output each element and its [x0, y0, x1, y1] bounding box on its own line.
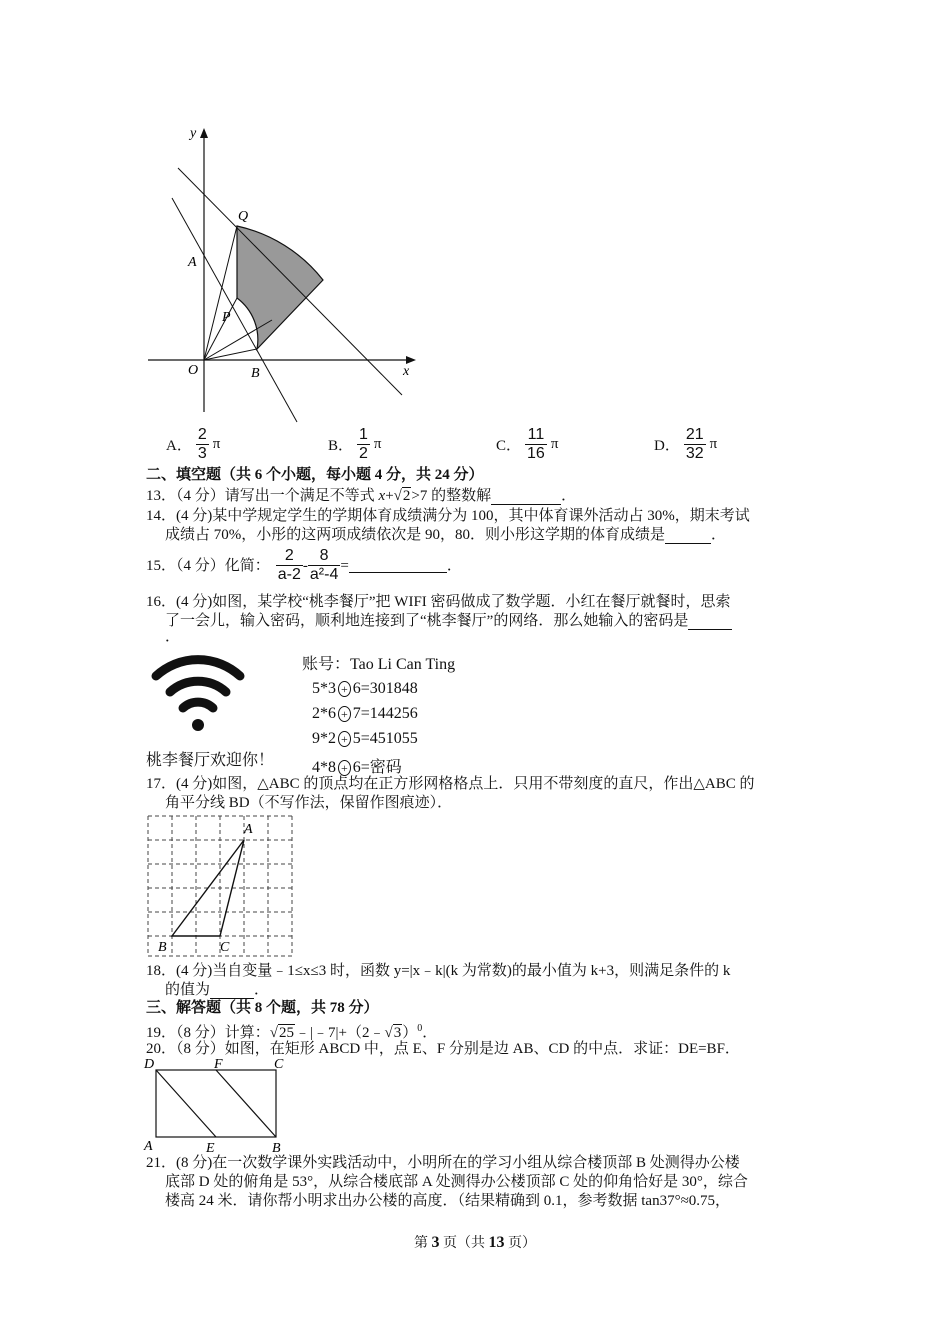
question-18-line1: 18．(4 分)当自变量﹣1≤x≤3 时，函数 y=|x﹣k|(k 为常数)的最小值为 k+3，则满足条件的 k	[146, 963, 731, 979]
label-y: y	[190, 126, 197, 141]
label-A: A	[188, 255, 197, 270]
q12-figure	[140, 120, 430, 425]
circled-plus-icon: +	[338, 706, 351, 722]
rect-label-E: E	[206, 1141, 215, 1153]
question-18-line2: 的值为 ．	[165, 982, 270, 998]
grid-label-A: A	[244, 822, 253, 837]
label-P: P	[222, 310, 231, 325]
question-20: 20．（8 分）如图，在矩形 ABCD 中，点 E、F 分别是边 AB、CD 的中点．求证：DE=BF．	[146, 1041, 740, 1057]
label-B: B	[251, 366, 260, 381]
question-21-line3: 楼高 24 米．请你帮小明求出办公楼的高度．（结果精确到 0.1，参考数据 tan37°≈0.75，	[165, 1193, 731, 1209]
question-19: 19．（8 分）计算：√25﹣|﹣7|+（2﹣√3）$^0$．	[146, 1023, 438, 1041]
option-a: A． $\frac{2}{3}$ π	[166, 426, 221, 462]
fraction-8-over-a2-4: $\frac{8}{\text{a²-4}}$	[309, 547, 339, 583]
q17-grid-figure	[144, 813, 296, 959]
wifi-eq-1: 5*3 + 6=301848	[312, 680, 418, 697]
label-x: x	[403, 364, 410, 379]
question-14-line2: 成绩占 70%，小彤的这两项成绩依次是 90，80．则小彤这学期的体育成绩是 ．	[165, 527, 727, 543]
section2-title: 二、填空题（共 6 个小题，每小题 4 分，共 24 分）	[146, 467, 484, 483]
question-16-line1: 16．(4 分)如图，某学校“桃李餐厅”把 WIFI 密码做成了数学题．小红在餐厅就餐时，思索	[146, 594, 731, 610]
rect-label-B: B	[272, 1141, 281, 1153]
wifi-account: 账号：Tao Li Can Ting	[302, 656, 456, 673]
question-14-line1: 14．(4 分)某中学规定学生的学期体育成绩满分为 100，其中体育课外活动占 30%，期末考试	[146, 508, 750, 524]
answer-blank-13[interactable]	[491, 504, 561, 505]
option-d-fraction: $\frac{21}{32}$	[685, 426, 704, 462]
answer-blank-14[interactable]	[665, 543, 711, 544]
label-Q: Q	[238, 209, 249, 224]
wifi-eq-2: 2*6 + 7=144256	[312, 705, 418, 722]
question-21-line2: 底部 D 处的俯角是 53°，从综合楼底部 A 处测得办公楼顶部 C 处的仰角恰好是 30°，综合	[165, 1174, 748, 1190]
circled-plus-icon: +	[338, 731, 351, 747]
question-15: 15．（4 分）化简： $\frac{2}{a-2}$ - $\frac{8}{\text{a²-4}}$ = ．	[146, 547, 462, 583]
question-16-line2: 了一会儿，输入密码，顺利地连接到了“桃李餐厅”的网络．那么她输入的密码是	[165, 612, 732, 630]
rect-label-A: A	[144, 1139, 153, 1153]
q20-rectangle-figure	[140, 1055, 290, 1153]
section3-title: 三、解答题（共 8 个题，共 78 分）	[146, 1000, 379, 1016]
option-a-fraction: $\frac{2}{3}$	[197, 426, 207, 462]
option-c: C． $\frac{11}{16}$ π	[496, 426, 559, 462]
fraction-2-over-a-2: $\frac{2}{a-2}$	[277, 547, 301, 583]
option-d: D． $\frac{21}{32}$ π	[654, 426, 718, 462]
question-13: 13．（4 分）请写出一个满足不等式 x+√2>7 的整数解 ．	[146, 488, 577, 504]
rect-label-D: D	[144, 1057, 155, 1072]
grid-label-B: B	[158, 940, 167, 955]
rect-label-C: C	[274, 1057, 284, 1072]
circled-plus-icon: +	[338, 681, 351, 697]
option-b: B． $\frac{1}{2}$ π	[328, 426, 382, 462]
page-footer: 第 3 页（共 13 页）	[414, 1234, 536, 1251]
circled-plus-icon: +	[338, 760, 351, 776]
grid-label-C: C	[220, 940, 230, 955]
rect-label-F: F	[214, 1057, 223, 1072]
question-21-line1: 21．(8 分)在一次数学课外实践活动中，小明所在的学习小组从综合楼顶部 B 处测得办公楼	[146, 1155, 740, 1171]
option-c-fraction: $\frac{11}{16}$	[527, 426, 545, 462]
total-pages: 13	[488, 1234, 505, 1251]
question-16-line3: ．	[165, 629, 181, 645]
wifi-welcome: 桃李餐厅欢迎你！	[146, 752, 275, 769]
wifi-icon	[148, 654, 248, 738]
answer-blank-16[interactable]	[688, 629, 732, 630]
option-b-fraction: $\frac{1}{2}$	[359, 426, 368, 462]
shaded-sector	[237, 226, 323, 349]
question-17-line1: 17．(4 分)如图，△ABC 的顶点均在正方形网格格点上．只用不带刻度的直尺，作出△ABC 的	[146, 776, 755, 792]
label-O: O	[188, 363, 199, 378]
answer-blank-15[interactable]	[349, 558, 447, 573]
wifi-eq-3: 9*2 + 5=451055	[312, 730, 418, 747]
current-page: 3	[431, 1234, 440, 1251]
question-17-line2: 角平分线 BD（不写作法，保留作图痕迹）．	[165, 795, 453, 811]
wifi-eq-4: 4*8 + 6=密码	[312, 759, 402, 776]
